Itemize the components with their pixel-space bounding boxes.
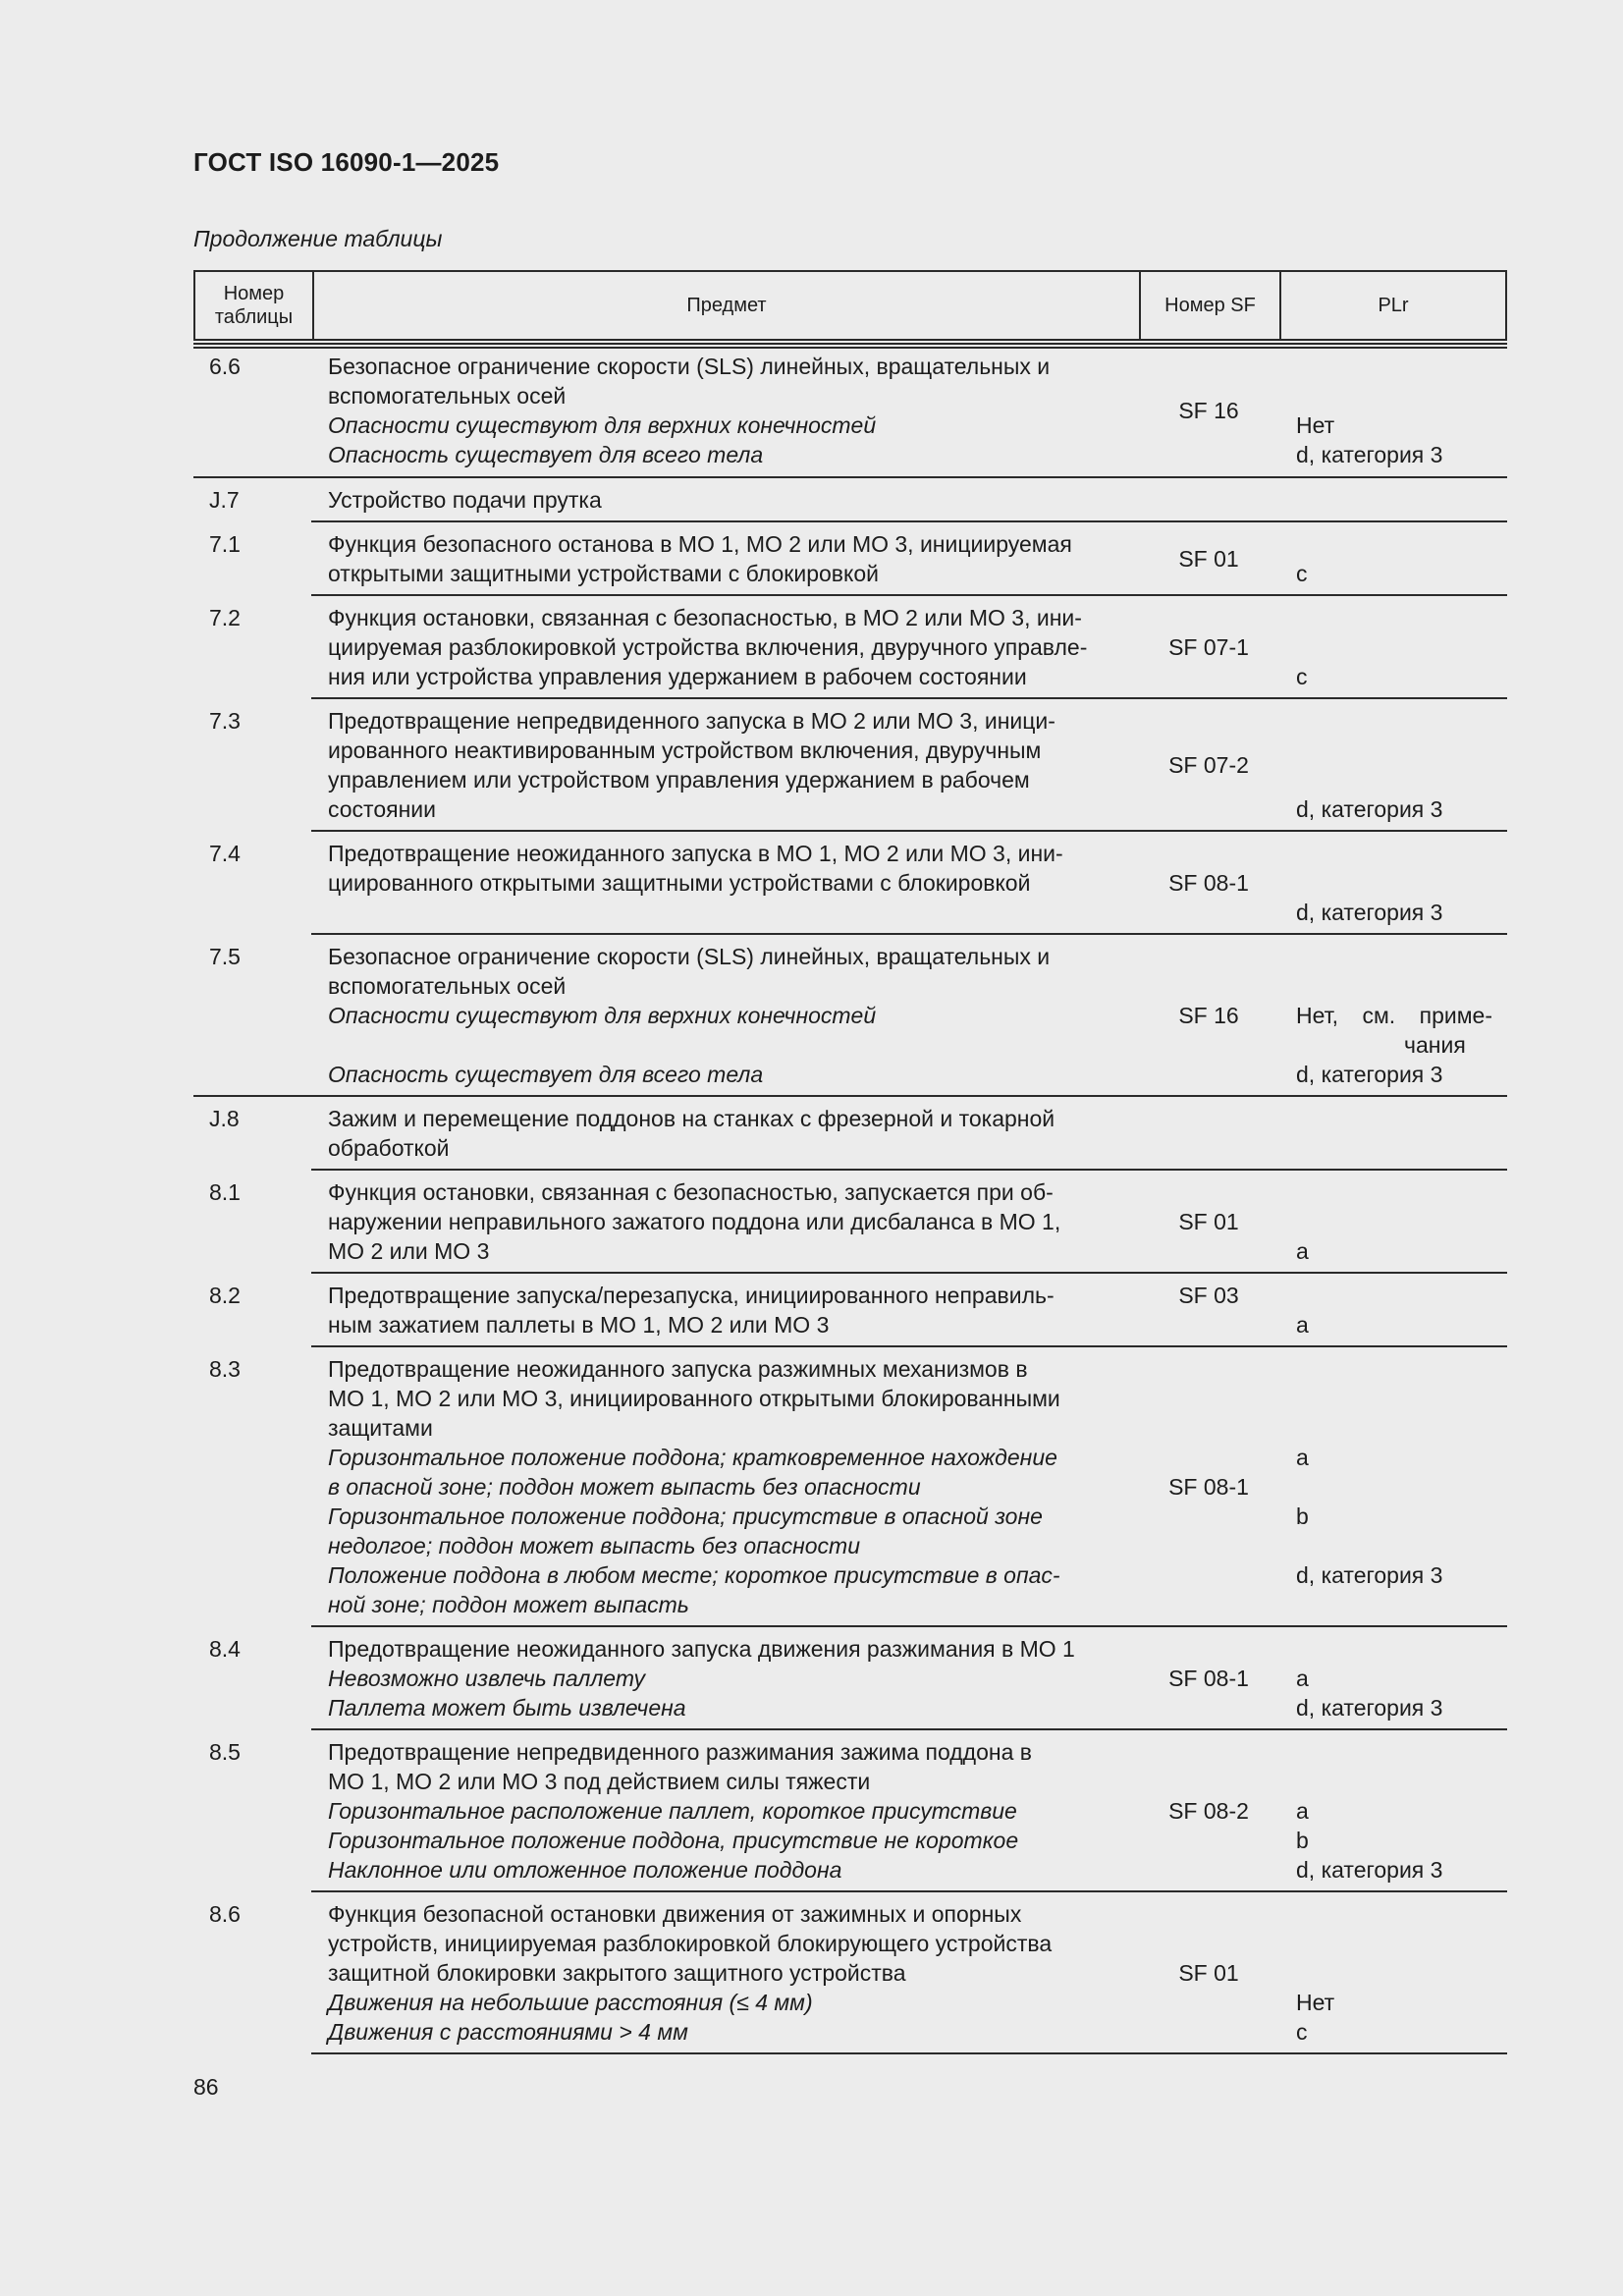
row-plr: b	[1296, 1828, 1309, 1853]
subject-line: циируемая разблокировкой устройства включения, двуручного управле-	[328, 634, 1088, 660]
subject-line: Функция остановки, связанная с безопасностью, запускается при об-	[328, 1179, 1054, 1205]
row-subject	[328, 1104, 1123, 1163]
row-subject	[328, 1354, 1123, 1619]
row-plr: d, категория 3	[1296, 1062, 1443, 1087]
subject-line: Зажим и перемещение поддонов на станках с фрезерной и токарной	[328, 1106, 1055, 1131]
subject-line: МО 1, МО 2 или МО 3, инициированного открытыми блокированными	[328, 1386, 1060, 1411]
subject-line: управлением или устройством управления удержанием в рабочем	[328, 767, 1030, 793]
row-sf: SF 01	[1178, 1960, 1239, 1986]
row-number: 7.4	[209, 841, 241, 866]
page-number: 86	[193, 2074, 219, 2100]
header-plr: PLr	[1378, 295, 1409, 316]
subject-line: МО 1, МО 2 или МО 3 под действием силы тяжести	[328, 1769, 871, 1794]
table-continuation-label: Продолжение таблицы	[193, 226, 443, 251]
row-plr: c	[1296, 561, 1308, 586]
sub-item-line: Положение поддона в любом месте; короткое присутствие в опас-	[328, 1562, 1060, 1588]
sub-item-line: недолгое; поддон может выпасть без опасности	[328, 1533, 860, 1558]
subject-line: защитной блокировки закрытого защитного устройства	[328, 1960, 906, 1986]
row-plr: d, категория 3	[1296, 1857, 1443, 1883]
row-number: 8.5	[209, 1739, 241, 1765]
row-subject	[328, 529, 1123, 588]
row-sf: SF 01	[1178, 546, 1239, 572]
subject-line: Устройство подачи прутка	[328, 487, 602, 513]
sub-item-line: Невозможно извлечь паллету	[328, 1666, 645, 1691]
sub-item-line: Опасность существует для всего тела	[328, 442, 764, 467]
row-subject	[328, 1737, 1123, 1885]
sub-item-line: Наклонное или отложенное положение поддона	[328, 1857, 842, 1883]
table-rule	[311, 520, 1507, 522]
row-number: 6.6	[209, 354, 241, 379]
table-rule	[311, 594, 1507, 596]
sub-item-line: Горизонтальное положение поддона; присутствие в опасной зоне	[328, 1503, 1043, 1529]
subject-line: Предотвращение запуска/перезапуска, инициированного неправиль-	[328, 1283, 1055, 1308]
subject-line: Предотвращение непредвиденного запуска в МО 2 или МО 3, иници-	[328, 708, 1055, 734]
subject-line: вспомогательных осей	[328, 973, 567, 999]
row-plr: c	[1296, 2019, 1308, 2045]
row-plr: a	[1296, 1238, 1309, 1264]
subject-line: наружении неправильного зажатого поддона или дисбаланса в МО 1,	[328, 1209, 1061, 1234]
table-rule	[193, 343, 1507, 345]
table-rule	[311, 2052, 1507, 2054]
sub-item-line: Движения с расстояниями > 4 мм	[328, 2019, 688, 2045]
row-sf: SF 01	[1178, 1209, 1239, 1234]
row-plr: a	[1296, 1445, 1309, 1470]
sub-item-line: Опасности существуют для верхних конечностей	[328, 412, 877, 438]
table-rule	[311, 1345, 1507, 1347]
row-subject	[328, 603, 1123, 691]
row-number: J.7	[209, 487, 240, 513]
row-subject	[328, 942, 1123, 1089]
table-rule	[311, 697, 1507, 699]
table-rule	[193, 1095, 1507, 1097]
sub-item-line: Паллета может быть извлечена	[328, 1695, 686, 1721]
subject-line: состоянии	[328, 796, 436, 822]
row-subject	[328, 1899, 1123, 2047]
table-rule	[311, 1625, 1507, 1627]
row-plr: b	[1296, 1503, 1309, 1529]
subject-line: Предотвращение непредвиденного разжимания зажима поддона в	[328, 1739, 1032, 1765]
row-sf: SF 03	[1178, 1283, 1239, 1308]
sub-item-line: в опасной зоне; поддон может выпасть без опасности	[328, 1474, 921, 1500]
row-plr: d, категория 3	[1296, 1695, 1443, 1721]
table-rule	[193, 476, 1507, 478]
table-rule	[311, 830, 1507, 832]
row-plr: Нет	[1296, 412, 1335, 438]
subject-line: обработкой	[328, 1135, 450, 1161]
header-sf: Номер SF	[1164, 295, 1256, 316]
subject-line: Функция остановки, связанная с безопасностью, в МО 2 или МО 3, ини-	[328, 605, 1082, 630]
subject-line: ния или устройства управления удержанием в рабочем состоянии	[328, 664, 1027, 689]
row-subject	[328, 485, 1123, 515]
subject-line: Предотвращение неожиданного запуска разжимных механизмов в	[328, 1356, 1028, 1382]
subject-line: Функция безопасной остановки движения от зажимных и опорных	[328, 1901, 1022, 1927]
subject-line: вспомогательных осей	[328, 383, 567, 409]
row-sf: SF 07-1	[1168, 634, 1249, 660]
sub-item-line: Горизонтальное расположение паллет, короткое присутствие	[328, 1798, 1017, 1824]
subject-line: Предотвращение неожиданного запуска в МО 1, МО 2 или МО 3, ини-	[328, 841, 1063, 866]
spacer-line	[328, 1030, 1123, 1060]
subject-line: ным зажатием паллеты в МО 1, МО 2 или МО 3	[328, 1312, 830, 1338]
row-number: 7.1	[209, 531, 241, 557]
row-plr: a	[1296, 1312, 1309, 1338]
row-number: 7.3	[209, 708, 241, 734]
header-subject: Предмет	[686, 295, 767, 316]
row-number: 8.4	[209, 1636, 241, 1662]
row-plr: Нет	[1296, 1990, 1335, 2015]
row-number: J.8	[209, 1106, 240, 1131]
row-subject	[328, 1634, 1123, 1722]
sub-item-line: Опасность существует для всего тела	[328, 1062, 764, 1087]
sub-item-line: Опасности существуют для верхних конечностей	[328, 1003, 877, 1028]
row-plr: d, категория 3	[1296, 796, 1443, 822]
sub-item-line: ной зоне; поддон может выпасть	[328, 1592, 689, 1617]
subject-line: защитами	[328, 1415, 433, 1441]
sub-item-line: Горизонтальное положение поддона; кратковременное нахождение	[328, 1445, 1057, 1470]
row-plr: чания	[1404, 1032, 1466, 1058]
row-sf: SF 08-2	[1168, 1798, 1249, 1824]
subject-line: Безопасное ограничение скорости (SLS) линейных, вращательных и	[328, 944, 1051, 969]
subject-line: Безопасное ограничение скорости (SLS) линейных, вращательных и	[328, 354, 1051, 379]
subject-line: МО 2 или МО 3	[328, 1238, 490, 1264]
subject-line: циированного открытыми защитными устройствами с блокировкой	[328, 870, 1031, 896]
row-number: 8.3	[209, 1356, 241, 1382]
row-sf: SF 08-1	[1168, 1474, 1249, 1500]
row-plr: a	[1296, 1666, 1309, 1691]
row-plr: c	[1296, 664, 1308, 689]
row-number: 7.2	[209, 605, 241, 630]
row-number: 8.2	[209, 1283, 241, 1308]
sub-item-line: Движения на небольшие расстояния (≤ 4 мм)	[328, 1990, 813, 2015]
row-plr: a	[1296, 1798, 1309, 1824]
document-title: ГОСТ ISO 16090-1—2025	[193, 147, 500, 177]
subject-line: устройств, инициируемая разблокировкой блокирующего устройства	[328, 1931, 1053, 1956]
table-header	[193, 270, 1507, 341]
table-rule	[311, 1890, 1507, 1892]
row-plr: Нет, см. приме-	[1296, 1003, 1492, 1028]
row-subject	[328, 706, 1123, 824]
table-rule	[311, 1728, 1507, 1730]
table-rule	[311, 1169, 1507, 1171]
header-num-line: таблицы	[214, 306, 294, 328]
table-rule	[311, 933, 1507, 935]
row-subject	[328, 839, 1123, 898]
row-subject	[328, 1177, 1123, 1266]
table-rule	[311, 1272, 1507, 1274]
row-sf: SF 07-2	[1168, 752, 1249, 778]
sub-item-line: Горизонтальное положение поддона, присутствие не короткое	[328, 1828, 1019, 1853]
subject-line: открытыми защитными устройствами с блокировкой	[328, 561, 879, 586]
row-subject	[328, 1281, 1123, 1339]
row-sf: SF 08-1	[1168, 1666, 1249, 1691]
row-plr: d, категория 3	[1296, 1562, 1443, 1588]
row-sf: SF 08-1	[1168, 870, 1249, 896]
row-sf: SF 16	[1178, 1003, 1239, 1028]
row-subject	[328, 352, 1123, 469]
row-number: 8.1	[209, 1179, 241, 1205]
subject-line: Предотвращение неожиданного запуска движения разжимания в МО 1	[328, 1636, 1075, 1662]
row-number: 8.6	[209, 1901, 241, 1927]
header-num	[195, 272, 312, 339]
row-plr: d, категория 3	[1296, 900, 1443, 925]
table-rule	[193, 347, 1507, 349]
header-num-line: Номер	[223, 283, 285, 304]
subject-line: Функция безопасного останова в МО 1, МО 2 или МО 3, инициируемая	[328, 531, 1072, 557]
row-sf: SF 16	[1178, 398, 1239, 423]
subject-line: ированного неактивированным устройством включения, двуручным	[328, 738, 1042, 763]
row-number: 7.5	[209, 944, 241, 969]
row-plr: d, категория 3	[1296, 442, 1443, 467]
